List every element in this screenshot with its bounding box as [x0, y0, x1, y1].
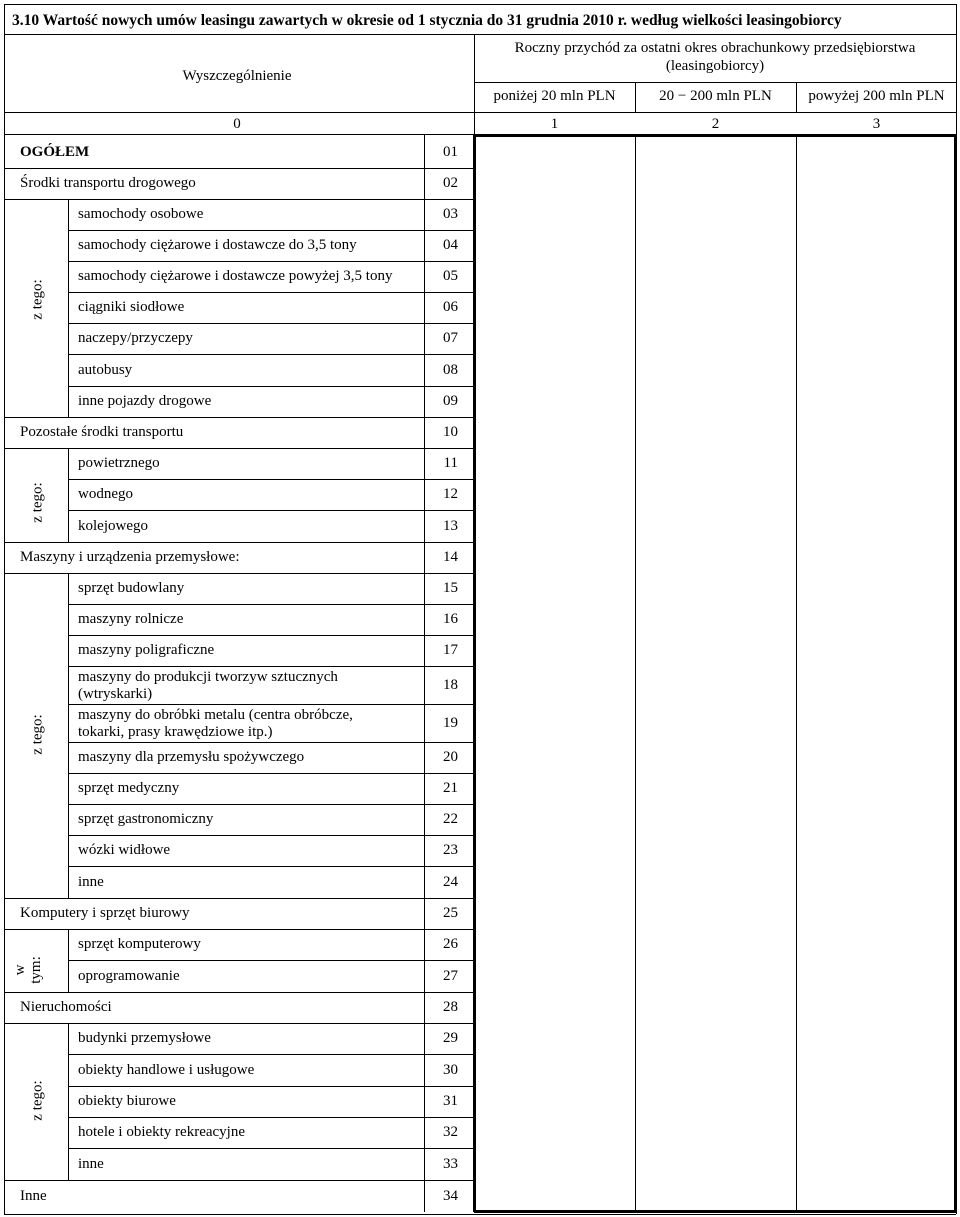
table-row: [0, 635, 474, 666]
row-label: hotele i obiekty rekreacyjne: [78, 1124, 246, 1140]
revenue-group-header-sub: (leasingobiorcy): [665, 58, 765, 74]
table-row: [0, 448, 474, 479]
row-code: 23: [443, 842, 458, 858]
grid-line: [4, 168, 474, 169]
row-code: 20: [443, 749, 458, 765]
grid-line: [4, 992, 474, 993]
table-row: [0, 1180, 474, 1212]
table-row: [0, 510, 474, 542]
description-header: Wyszczególnienie: [182, 68, 292, 84]
row-label: samochody ciężarowe i dostawcze do 3,5 tony: [78, 237, 357, 253]
row-label: budynki przemysłowe: [78, 1030, 211, 1046]
grid-line: [68, 230, 474, 231]
table-row: [0, 199, 474, 230]
row-code: 16: [443, 611, 458, 627]
table-row: [0, 835, 474, 866]
row-code: 33: [443, 1156, 458, 1172]
row-label: maszyny rolnicze: [78, 611, 184, 627]
row-label: oprogramowanie: [78, 968, 180, 984]
table-row: [0, 386, 474, 417]
grid-line: [635, 82, 636, 112]
table-row: [0, 292, 474, 323]
table-row: [0, 230, 474, 261]
row-code: 26: [443, 936, 458, 952]
grid-line: [68, 604, 474, 605]
table-row: [0, 573, 474, 604]
col-header-above-200: powyżej 200 mln PLN: [808, 88, 945, 104]
row-label: inne pojazdy drogowe: [78, 393, 212, 409]
grid-line: [4, 199, 474, 200]
grid-line: [68, 1148, 474, 1149]
table-row: [0, 261, 474, 292]
row-label-line2: (wtryskarki): [78, 686, 153, 702]
col-index-3: 3: [872, 116, 881, 132]
row-label: kolejowego: [78, 518, 148, 534]
grid-line: [424, 134, 425, 1212]
grid-line: [4, 1023, 474, 1024]
grid-line: [4, 1214, 956, 1215]
grid-line: [68, 573, 69, 898]
row-code: 34: [443, 1188, 458, 1204]
grid-line: [68, 666, 474, 667]
row-code: 02: [443, 175, 458, 191]
row-label: wózki widłowe: [78, 842, 171, 858]
row-code: 14: [443, 549, 458, 565]
grid-line: [473, 134, 476, 1212]
col-header-20-200: 20 − 200 mln PLN: [659, 88, 772, 104]
row-code: 17: [443, 642, 458, 658]
row-code: 27: [443, 968, 458, 984]
grid-line: [4, 542, 474, 543]
row-code: 10: [443, 424, 458, 440]
table-row: [0, 804, 474, 835]
row-label: maszyny do produkcji tworzyw sztucznych: [78, 669, 338, 685]
grid-line: [68, 354, 474, 355]
row-code: 13: [443, 518, 458, 534]
row-label: sprzęt komputerowy: [78, 936, 201, 952]
table-row: [0, 168, 474, 199]
grid-line: [474, 134, 956, 137]
group-label-real-estate: z tego:: [29, 1080, 46, 1121]
grid-line: [68, 1054, 474, 1055]
col-index-0: 0: [233, 116, 241, 132]
grid-line: [474, 82, 956, 83]
group-label-road: z tego:: [29, 279, 46, 320]
row-code: 31: [443, 1093, 458, 1109]
grid-line: [68, 804, 474, 805]
row-label: maszyny dla przemysłu spożywczego: [78, 749, 305, 765]
group-label-other-transport: z tego:: [29, 482, 46, 523]
row-label: sprzęt gastronomiczny: [78, 811, 214, 827]
grid-line: [68, 261, 474, 262]
table-row: [0, 1086, 474, 1117]
grid-line: [68, 448, 69, 542]
grid-line: [68, 323, 474, 324]
row-label: powietrznego: [78, 455, 160, 471]
grid-line: [68, 386, 474, 387]
row-label: samochody osobowe: [78, 206, 204, 222]
table-row: [0, 666, 474, 704]
table-row: [0, 136, 474, 168]
grid-line: [4, 1180, 474, 1181]
group-label-machinery: z tego:: [29, 714, 46, 755]
group-label-computers-w: w: [12, 964, 28, 976]
table-row: [0, 704, 474, 742]
grid-line: [4, 112, 956, 113]
table-row: [0, 992, 474, 1023]
row-code: 12: [443, 486, 458, 502]
row-label: Nieruchomości: [20, 999, 112, 1015]
grid-line: [796, 134, 797, 1212]
row-code: 06: [443, 299, 458, 315]
row-label: OGÓŁEM: [20, 144, 90, 160]
row-label: ciągniki siodłowe: [78, 299, 185, 315]
table-row: [0, 479, 474, 510]
table-title: 3.10 Wartość nowych umów leasingu zawartych w okresie od 1 stycznia do 31 grudnia 2010 r. według wielkości leasingobiorcy: [12, 12, 842, 29]
table-row: [0, 1117, 474, 1148]
col-index-1: 1: [550, 116, 559, 132]
grid-line: [4, 929, 474, 930]
row-code: 01: [443, 144, 458, 160]
grid-line: [954, 134, 957, 1212]
row-code: 11: [443, 455, 458, 471]
grid-line: [68, 199, 69, 417]
row-label: maszyny poligraficzne: [78, 642, 215, 658]
row-label: maszyny do obróbki metalu (centra obróbcze,: [78, 707, 353, 723]
row-label: samochody ciężarowe i dostawcze powyżej 3,5 tony: [78, 268, 393, 284]
grid-line: [4, 573, 474, 574]
grid-line: [68, 1023, 69, 1180]
table-row: [0, 604, 474, 635]
row-code: 09: [443, 393, 458, 409]
row-code: 03: [443, 206, 458, 222]
row-code: 28: [443, 999, 458, 1015]
table-row: [0, 898, 474, 929]
revenue-group-header: Roczny przychód za ostatni okres obrachunkowy przedsiębiorstwa: [514, 40, 916, 56]
grid-line: [68, 960, 474, 961]
row-code: 19: [443, 715, 458, 731]
row-code: 04: [443, 237, 458, 253]
col-header-below-20: poniżej 20 mln PLN: [493, 88, 616, 104]
table-row: [0, 417, 474, 448]
grid-line: [474, 1210, 956, 1213]
row-code: 15: [443, 580, 458, 596]
grid-line: [68, 866, 474, 867]
grid-line: [796, 82, 797, 112]
col-index-2: 2: [711, 116, 720, 132]
grid-line: [68, 1086, 474, 1087]
row-label: sprzęt medyczny: [78, 780, 180, 796]
table-row: [0, 742, 474, 773]
group-label-computers-tym: tym:: [28, 956, 44, 984]
row-code: 05: [443, 268, 458, 284]
table-row: [0, 773, 474, 804]
row-label: Pozostałe środki transportu: [20, 424, 184, 440]
row-code: 25: [443, 905, 458, 921]
row-code: 18: [443, 677, 458, 693]
row-code: 21: [443, 780, 458, 796]
grid-line: [4, 898, 474, 899]
row-label-line2: tokarki, prasy krawędziowe itp.): [78, 724, 273, 740]
row-label: inne: [78, 874, 104, 890]
table-row: [0, 960, 474, 992]
grid-line: [68, 704, 474, 705]
row-code: 24: [443, 874, 458, 890]
row-label: Maszyny i urządzenia przemysłowe:: [20, 549, 240, 565]
row-code: 32: [443, 1124, 458, 1140]
table-row: [0, 354, 474, 386]
row-code: 29: [443, 1030, 458, 1046]
table-row: [0, 1054, 474, 1086]
row-code: 07: [443, 330, 458, 346]
table-row: [0, 929, 474, 960]
row-code: 08: [443, 362, 458, 378]
row-label: inne: [78, 1156, 104, 1172]
grid-line: [4, 4, 956, 5]
row-label: Inne: [20, 1188, 47, 1204]
table-row: [0, 542, 474, 573]
grid-line: [68, 742, 474, 743]
grid-line: [4, 448, 474, 449]
row-label: naczepy/przyczepy: [78, 330, 193, 346]
grid-line: [68, 773, 474, 774]
grid-line: [68, 929, 69, 992]
grid-line: [474, 34, 475, 134]
row-label: obiekty biurowe: [78, 1093, 176, 1109]
row-label: obiekty handlowe i usługowe: [78, 1062, 255, 1078]
grid-line: [68, 510, 474, 511]
row-code: 30: [443, 1062, 458, 1078]
row-label: wodnego: [78, 486, 133, 502]
grid-line: [4, 4, 5, 1214]
grid-line: [68, 292, 474, 293]
grid-line: [4, 34, 956, 35]
table-row: [0, 866, 474, 898]
row-label: autobusy: [78, 362, 133, 378]
grid-line: [4, 417, 474, 418]
row-label: Środki transportu drogowego: [20, 175, 196, 191]
grid-line: [68, 479, 474, 480]
grid-line: [68, 835, 474, 836]
row-label: Komputery i sprzęt biurowy: [20, 905, 190, 921]
table-row: [0, 323, 474, 354]
row-label: sprzęt budowlany: [78, 580, 185, 596]
grid-line: [68, 635, 474, 636]
row-code: 22: [443, 811, 458, 827]
table-row: [0, 1148, 474, 1180]
grid-line: [68, 1117, 474, 1118]
table-row: [0, 1023, 474, 1054]
grid-line: [635, 134, 636, 1212]
